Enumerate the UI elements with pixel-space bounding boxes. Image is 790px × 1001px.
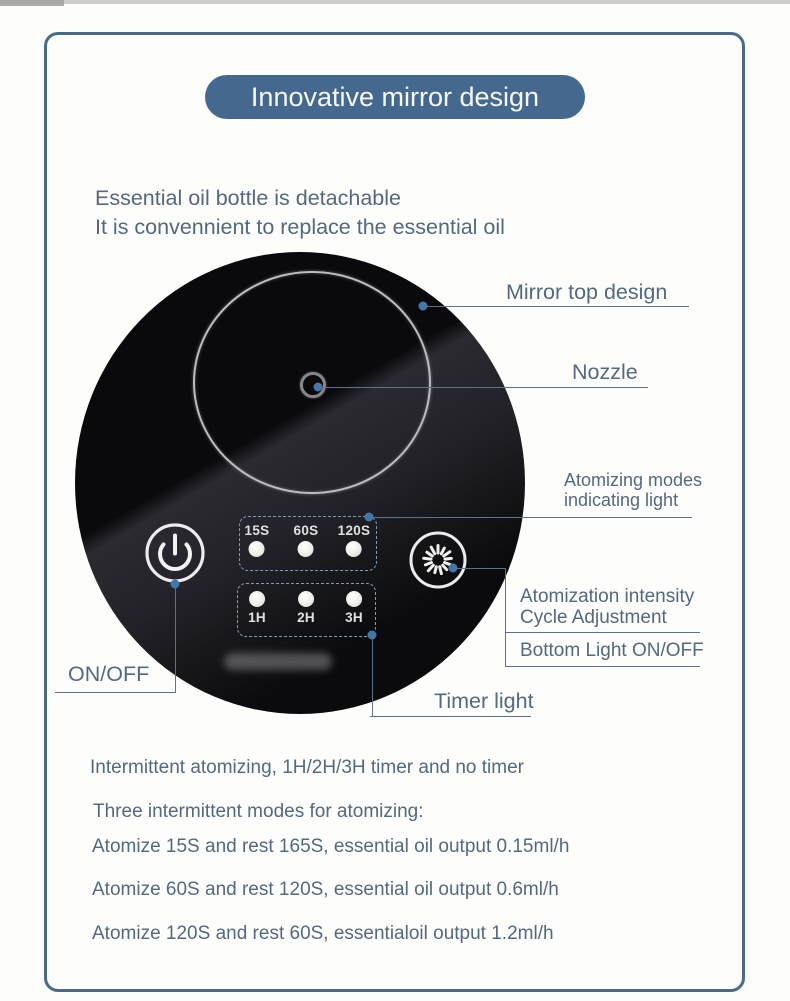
mode-led-15s xyxy=(249,541,265,557)
mode-led-120s xyxy=(346,541,362,557)
scan-artifact-strip-dark xyxy=(0,0,64,6)
callout-label-intensity xyxy=(520,587,694,628)
callout-line-intensity xyxy=(453,568,505,569)
timer-label-2h: 2H xyxy=(297,610,315,625)
mode-indicator-group xyxy=(239,516,377,571)
mode-label-60s: 60S xyxy=(293,523,319,538)
callout-underline-intensity xyxy=(505,632,700,633)
timer-led-1h xyxy=(249,591,265,607)
intensity-line-1: Atomization intensity xyxy=(520,586,695,607)
callout-underline-timer xyxy=(370,716,531,717)
callout-label-mirror-top: Mirror top design xyxy=(506,280,668,304)
mode-label-120s: 120S xyxy=(337,523,371,538)
timer-led-3h xyxy=(346,591,362,607)
blurred-watermark xyxy=(224,653,332,670)
mode-label-15s: 15S xyxy=(244,523,270,538)
description-line-2: Three intermittent modes for atomizing: xyxy=(93,801,424,822)
atomizing-modes-line-1: Atomizing modes xyxy=(564,470,703,490)
atomizing-modes-line-2: indicating light xyxy=(564,489,679,510)
power-button xyxy=(143,521,207,585)
callout-line-timer-vertical xyxy=(372,635,373,716)
callout-line-on-off-vertical xyxy=(175,584,176,692)
description-line-4: Atomize 60S and rest 120S, essential oil output 0.6ml/h xyxy=(92,879,559,900)
description-line-3: Atomize 15S and rest 165S, essential oil output 0.15ml/h xyxy=(92,836,570,857)
description-line-5: Atomize 120S and rest 60S, essentialoil output 1.2ml/h xyxy=(92,923,554,944)
intro-line-1: Essential oil bottle is detachable xyxy=(95,186,401,210)
callout-label-bottom-light: Bottom Light ON/OFF xyxy=(520,640,704,661)
intro-text xyxy=(95,184,505,242)
intensity-spinner-icon xyxy=(407,529,469,591)
title-banner xyxy=(205,75,585,119)
callout-underline-on-off xyxy=(55,692,176,693)
timer-label-1h: 1H xyxy=(248,610,266,625)
page-title: Innovative mirror design xyxy=(250,81,540,112)
description-line-1: Intermittent atomizing, 1H/2H/3H timer and no timer xyxy=(90,757,525,778)
callout-label-nozzle: Nozzle xyxy=(572,360,638,384)
mode-led-60s xyxy=(298,541,314,557)
timer-indicator-group xyxy=(237,583,376,637)
callout-line-nozzle xyxy=(318,387,648,388)
power-icon xyxy=(143,521,207,585)
timer-label-3h: 3H xyxy=(345,610,363,625)
callout-line-atomizing-modes xyxy=(369,517,692,518)
callout-underline-bottom-light xyxy=(505,666,700,667)
scan-artifact-strip xyxy=(0,0,790,4)
intensity-button xyxy=(407,529,469,591)
callout-line-mirror xyxy=(423,306,689,307)
callout-label-on-off: ON/OFF xyxy=(68,662,150,686)
intensity-line-2: Cycle Adjustment xyxy=(520,606,667,628)
timer-led-2h xyxy=(298,591,314,607)
callout-bracket-vertical xyxy=(505,568,506,667)
callout-label-timer-light: Timer light xyxy=(434,689,534,713)
callout-label-atomizing-modes xyxy=(564,471,702,510)
intro-line-2: It is convennient to replace the essential oil xyxy=(95,215,505,239)
